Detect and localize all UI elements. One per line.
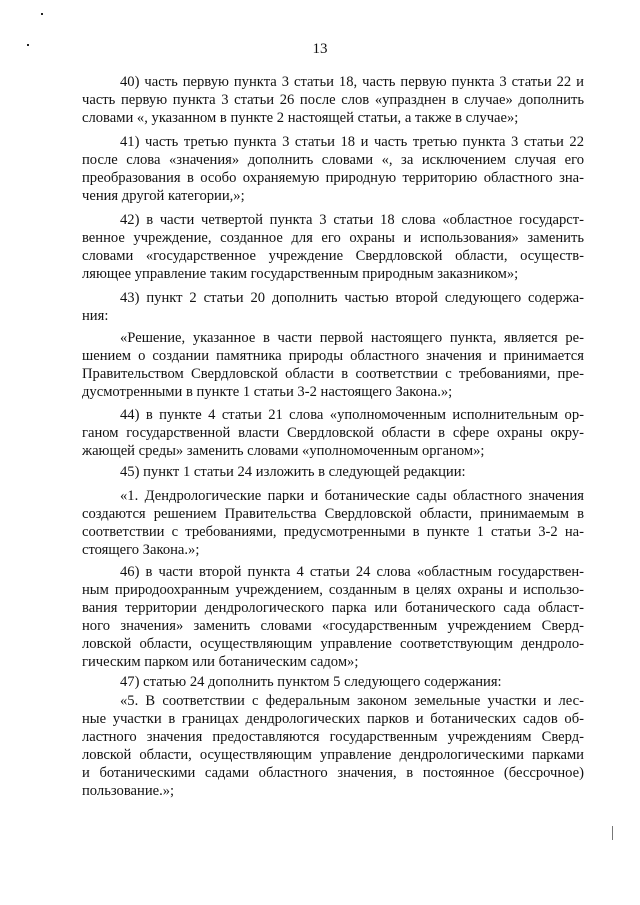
quote-43 [82,329,584,401]
paragraph-45 [82,463,584,481]
paragraph-line: гическим парком или ботаническим садом»; [82,654,359,670]
paragraph-line: часть первую пункта 3 статьи 26 после слов «упразднен в случае» дополнить [82,92,584,108]
paragraph-line: 45) пункт 1 статьи 24 изложить в следующей редакции: [120,464,466,480]
paragraph-line: 47) статью 24 дополнить пунктом 5 следующего содержания: [120,674,502,690]
paragraph-line: после слова «значения» дополнить словами «, за исключением случая его [82,152,584,168]
paragraph-line: и ботаническими садами областного значения, в постоянное (бессрочное) [82,765,584,781]
paragraph-line: вания территории дендрологического парка или ботанического сада област- [82,600,584,616]
paragraph-line: словами «, указанном в пункте 2 настоящей статьи, а также в случае»; [82,110,519,126]
paragraph-line: «Решение, указанное в части первой настоящего пункта, является ре- [120,330,584,346]
paragraph-line: ластного значения предоставляются государственным учреждениям Сверд- [82,729,584,745]
paragraph-line: Правительством Свердловской области в соответствии с требованиями, пре- [82,366,584,382]
paragraph-line: «5. В соответствии с федеральным законом земельные участки и лес- [120,693,584,709]
paragraph-line: 46) в части второй пункта 4 статьи 24 слова «областным государствен- [120,564,584,580]
paragraph-line: ганом государственной власти Свердловской области в сфере охраны окру- [82,425,584,441]
paragraph-line: ляющее управление таким государственным природным заказником»; [82,266,519,282]
paragraph-42 [82,211,584,283]
paragraph-line: ным природоохранным учреждением, созданным в целях охраны и использо- [82,582,584,598]
paragraph-line: ния: [82,308,109,324]
page-number: 13 [312,41,328,57]
paragraph-line: словами «государственное учреждение Свердловской области, осуществ- [82,248,584,264]
paragraph-line: дусмотренными в пункте 1 статьи 3-2 настоящего Закона.»; [82,384,453,400]
paragraph-line: «1. Дендрологические парки и ботанические сады областного значения [120,488,584,504]
paragraph-line: ного значения» заменить словами «государственным учреждением Сверд- [82,618,584,634]
paragraph-41 [82,133,584,205]
scan-mark [612,826,613,840]
paragraph-line: 41) часть третью пункта 3 статьи 18 и часть третью пункта 3 статьи 22 [120,134,584,150]
paragraph-line: преобразования в особо охраняемую природную территорию областного зна- [82,170,584,186]
paragraph-line: соответствии с требованиями, предусмотренными в пункте 1 статьи 3-2 на- [82,524,584,540]
paragraph-46 [82,563,584,671]
paragraph-40 [82,73,584,127]
paragraph-line: ловской области, осуществляющим управление соответствующим дендроло- [82,636,584,652]
paragraph-line: стоящего Закона.»; [82,542,200,558]
paragraph-line: создаются решением Правительства Свердловской области, принимаемым в [82,506,584,522]
paragraph-line: 40) часть первую пункта 3 статьи 18, часть первую пункта 3 статьи 22 и [120,74,584,90]
paragraph-line: 43) пункт 2 статьи 20 дополнить частью второй следующего содержа- [120,290,584,306]
paragraph-line: 42) в части четвертой пункта 3 статьи 18 слова «областное государст- [120,212,584,228]
paragraph-line: пользование.»; [82,783,175,799]
paragraph-47 [82,673,584,691]
quote-47 [82,692,584,800]
paragraph-line: шением о создании памятника природы областного значения и принимается [82,348,584,364]
paragraph-line: жающей среды» заменить словами «уполномоченным органом»; [82,443,485,459]
paragraph-line: венное учреждение, созданное для его охраны и использования» заменить [82,230,584,246]
paragraph-44 [82,406,584,460]
paragraph-43 [82,289,584,325]
paragraph-line: ловской области, осуществляющим управление дендрологическими парками [82,747,584,763]
paragraph-line: ные участки в границах дендрологических парков и ботанических садов об- [82,711,584,727]
paragraph-line: чения другой категории,»; [82,188,245,204]
paragraph-line: 44) в пункте 4 статьи 21 слова «уполномоченным исполнительным ор- [120,407,584,423]
scan-speck [41,13,43,15]
quote-45 [82,487,584,559]
